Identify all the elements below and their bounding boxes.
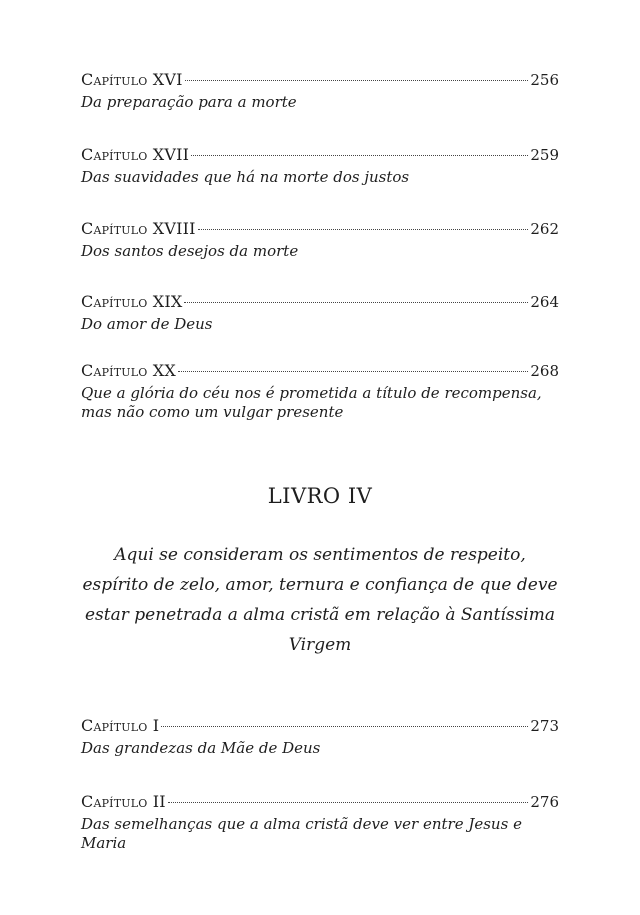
chapter-title: Que a glória do céu nos é prometida a título de recompensa, mas não como um vulgar presente (81, 384, 542, 421)
dot-leader (184, 302, 528, 303)
chapter-label: Capítulo XX (81, 361, 176, 380)
dot-leader (178, 371, 528, 372)
chapter-title: Da preparação para a morte (81, 93, 297, 111)
toc-entry (81, 145, 559, 187)
page-number: 273 (530, 717, 559, 735)
chapter-label: Capítulo XVIII (81, 219, 196, 238)
book-description: Aqui se consideram os sentimentos de respeito, espírito de zelo, amor, ternura e confiança de que deve estar penetrada a alma cristã em relação à Santíssima Virgem (82, 545, 558, 655)
chapter-title: Dos santos desejos da morte (81, 242, 299, 260)
chapter-title: Das semelhanças que a alma cristã deve ver entre Jesus e Maria (81, 815, 522, 852)
toc-line (81, 792, 559, 812)
chapter-label: Capítulo XVI (81, 70, 183, 89)
chapter-label: Capítulo XIX (81, 292, 183, 311)
page-number: 276 (530, 793, 559, 811)
dot-leader (191, 155, 528, 156)
chapter-title: Do amor de Deus (81, 315, 213, 333)
dot-leader (168, 802, 529, 803)
chapter-label: Capítulo XVII (81, 145, 190, 164)
toc-entry (81, 292, 559, 334)
toc-line (81, 70, 559, 90)
dot-leader (198, 229, 529, 230)
page-number: 262 (530, 220, 559, 238)
page-number: 259 (530, 146, 559, 164)
toc-line (81, 361, 559, 381)
book-heading: LIVRO IV (267, 484, 373, 508)
chapter-title: Das grandezas da Mãe de Deus (81, 739, 321, 757)
page-number: 256 (530, 71, 559, 89)
toc-line (81, 219, 559, 239)
page-number: 264 (530, 293, 559, 311)
toc-entry (81, 716, 559, 758)
toc-entry (81, 219, 559, 261)
toc-entry (81, 70, 559, 112)
dot-leader (161, 726, 528, 727)
toc-line (81, 292, 559, 312)
dot-leader (185, 80, 529, 81)
toc-line (81, 145, 559, 165)
toc-entry (81, 792, 559, 853)
chapter-label: Capítulo II (81, 792, 166, 811)
page-number: 268 (530, 362, 559, 380)
chapter-label: Capítulo I (81, 716, 160, 735)
toc-line (81, 716, 559, 736)
chapter-title: Das suavidades que há na morte dos justos (81, 168, 410, 186)
toc-entry (81, 361, 559, 422)
